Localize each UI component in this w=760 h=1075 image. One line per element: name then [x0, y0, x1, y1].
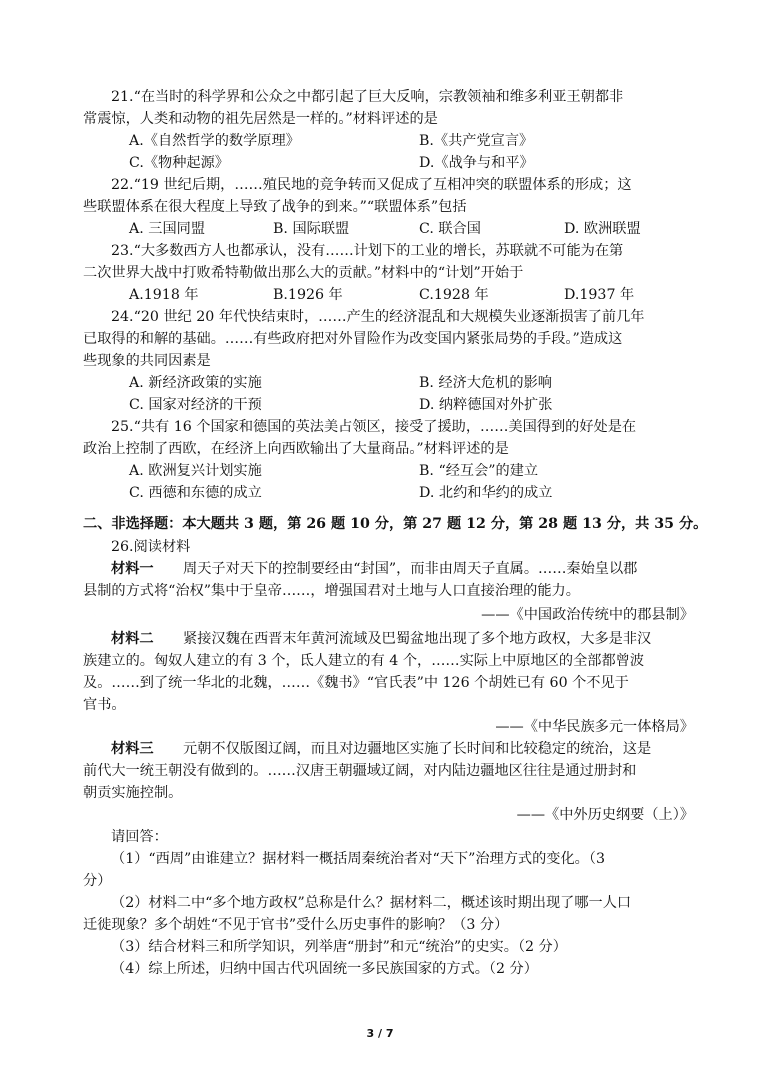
- q26-material2-line4: 官书。: [83, 697, 126, 713]
- q23-option-d: D.1937 年: [564, 287, 635, 303]
- q26-material3-label: 材料三: [111, 741, 154, 757]
- q26-material3-line1: 元朝不仅版图辽阔，而且对边疆地区实施了长时间和比较稳定的统治，这是: [183, 741, 652, 757]
- q26-material2-label: 材料二: [111, 631, 154, 647]
- q23-option-b: B.1926 年: [273, 287, 343, 303]
- q26-sub3: （3）结合材料三和所学知识，列举唐“册封”和元“统治”的史实。（2 分）: [111, 939, 567, 955]
- q21-stem-line1: 21.“在当时的科学界和公众之中都引起了巨大反响，宗教领袖和维多利亚王朝都非: [111, 89, 624, 105]
- q21-stem-line2: 常震惊，人类和动物的祖先居然是一样的。”材料评述的是: [83, 111, 438, 127]
- q26-material3-line3: 朝贡实施控制。: [83, 785, 183, 801]
- q26-sub2-line2: 迁徙现象？多个胡姓“不见于官书”受什么历史事件的影响？（3 分）: [83, 917, 509, 933]
- q25-option-b: B. “经互会”的建立: [419, 463, 539, 479]
- q26-ask: 请回答：: [111, 829, 168, 845]
- q26-sub1-line2: 分）: [83, 873, 112, 889]
- q26-sub4: （4）综上所述，归纳中国古代巩固统一多民族国家的方式。（2 分）: [111, 961, 538, 977]
- q26-material3-source: ——《中外历史纲要（上）》: [516, 807, 694, 823]
- q21-option-a: A.《自然哲学的数学原理》: [129, 133, 300, 149]
- q26-sub2-line1: （2）材料二中“多个地方政权”总称是什么？据材料二，概述该时期出现了哪一人口: [111, 895, 632, 911]
- q23-option-a: A.1918 年: [129, 287, 199, 303]
- q21-option-c: C.《物种起源》: [129, 155, 229, 171]
- q25-stem-line2: 政治上控制了西欧，在经济上向西欧输出了大量商品。”材料评述的是: [83, 441, 509, 457]
- q24-option-a: A. 新经济政策的实施: [129, 375, 262, 391]
- q23-stem-line2: 二次世界大战中打败希特勒做出那么大的贡献。”材料中的“计划”开始于: [83, 265, 524, 281]
- q24-option-d: D. 纳粹德国对外扩张: [419, 397, 553, 413]
- q21-option-d: D.《战争与和平》: [419, 155, 534, 171]
- q22-option-d: D. 欧洲联盟: [564, 221, 641, 237]
- section2-heading: 二、非选择题：本大题共 3 题，第 26 题 10 分，第 27 题 12 分，第 28 题 13 分，共 35 分。: [83, 516, 708, 532]
- q26-material2-line3: 及。……到了统一华北的北魏，……《魏书》“官氏表”中 126 个胡姓已有 60 个不见于: [83, 675, 629, 691]
- q26-material3-line2: 前代大一统王朝没有做到的。……汉唐王朝疆域辽阔，对内陆边疆地区往往是通过册封和: [83, 763, 637, 779]
- q26-material2-source: ——《中华民族多元一体格局》: [495, 719, 694, 735]
- q24-option-c: C. 国家对经济的干预: [129, 397, 262, 413]
- q26-material1-source: ——《中国政治传统中的郡县制》: [481, 607, 694, 623]
- q25-stem-line1: 25.“共有 16 个国家和德国的英法美占领区，接受了援助，……美国得到的好处是在: [111, 419, 637, 435]
- q22-option-b: B. 国际联盟: [273, 221, 350, 237]
- q26-material1-line2: 县制的方式将“治权”集中于皇帝……，增强国君对土地与人口直接治理的能力。: [83, 583, 580, 599]
- q24-stem-line3: 些现象的共同因素是: [83, 353, 211, 369]
- q26-material1-line1: 周天子对天下的控制要经由“封国”，而非由周天子直属。……秦始皇以郡: [183, 561, 638, 577]
- q25-option-c: C. 西德和东德的成立: [129, 485, 262, 501]
- q24-stem-line2: 已取得的和解的基础。……有些政府把对外冒险作为改变国内紧张局势的手段。”造成这: [83, 331, 623, 347]
- q22-option-a: A. 三国同盟: [129, 221, 206, 237]
- q21-option-b: B.《共产党宣言》: [419, 133, 534, 149]
- q26-material1-label: 材料一: [111, 561, 154, 577]
- q23-option-c: C.1928 年: [419, 287, 489, 303]
- q25-option-d: D. 北约和华约的成立: [419, 485, 553, 501]
- q26-intro: 26.阅读材料: [111, 539, 191, 555]
- page-number: 3 / 7: [366, 1027, 394, 1040]
- q26-sub1-line1: （1）“西周”由谁建立？据材料一概括周秦统治者对“天下”治理方式的变化。（3: [111, 851, 605, 867]
- q24-stem-line1: 24.“20 世纪 20 年代快结束时，……产生的经济混乱和大规模失业逐渐损害了前几年: [111, 309, 645, 325]
- q26-material2-line1: 紧接汉魏在西晋末年黄河流域及巴蜀盆地出现了多个地方政权，大多是非汉: [183, 631, 652, 647]
- q22-stem-line2: 些联盟体系在很大程度上导致了战争的到来。”“联盟体系”包括: [83, 199, 467, 215]
- q24-option-b: B. 经济大危机的影响: [419, 375, 552, 391]
- q23-stem-line1: 23.“大多数西方人也都承认，没有……计划下的工业的增长，苏联就不可能为在第: [111, 243, 624, 259]
- q22-stem-line1: 22.“19 世纪后期，……殖民地的竞争转而又促成了互相冲突的联盟体系的形成；这: [111, 177, 632, 193]
- q26-material2-line2: 族建立的。匈奴人建立的有 3 个，氐人建立的有 4 个，……实际上中原地区的全部都曾波: [83, 653, 645, 669]
- q22-option-c: C. 联合国: [419, 221, 481, 237]
- q25-option-a: A. 欧洲复兴计划实施: [129, 463, 262, 479]
